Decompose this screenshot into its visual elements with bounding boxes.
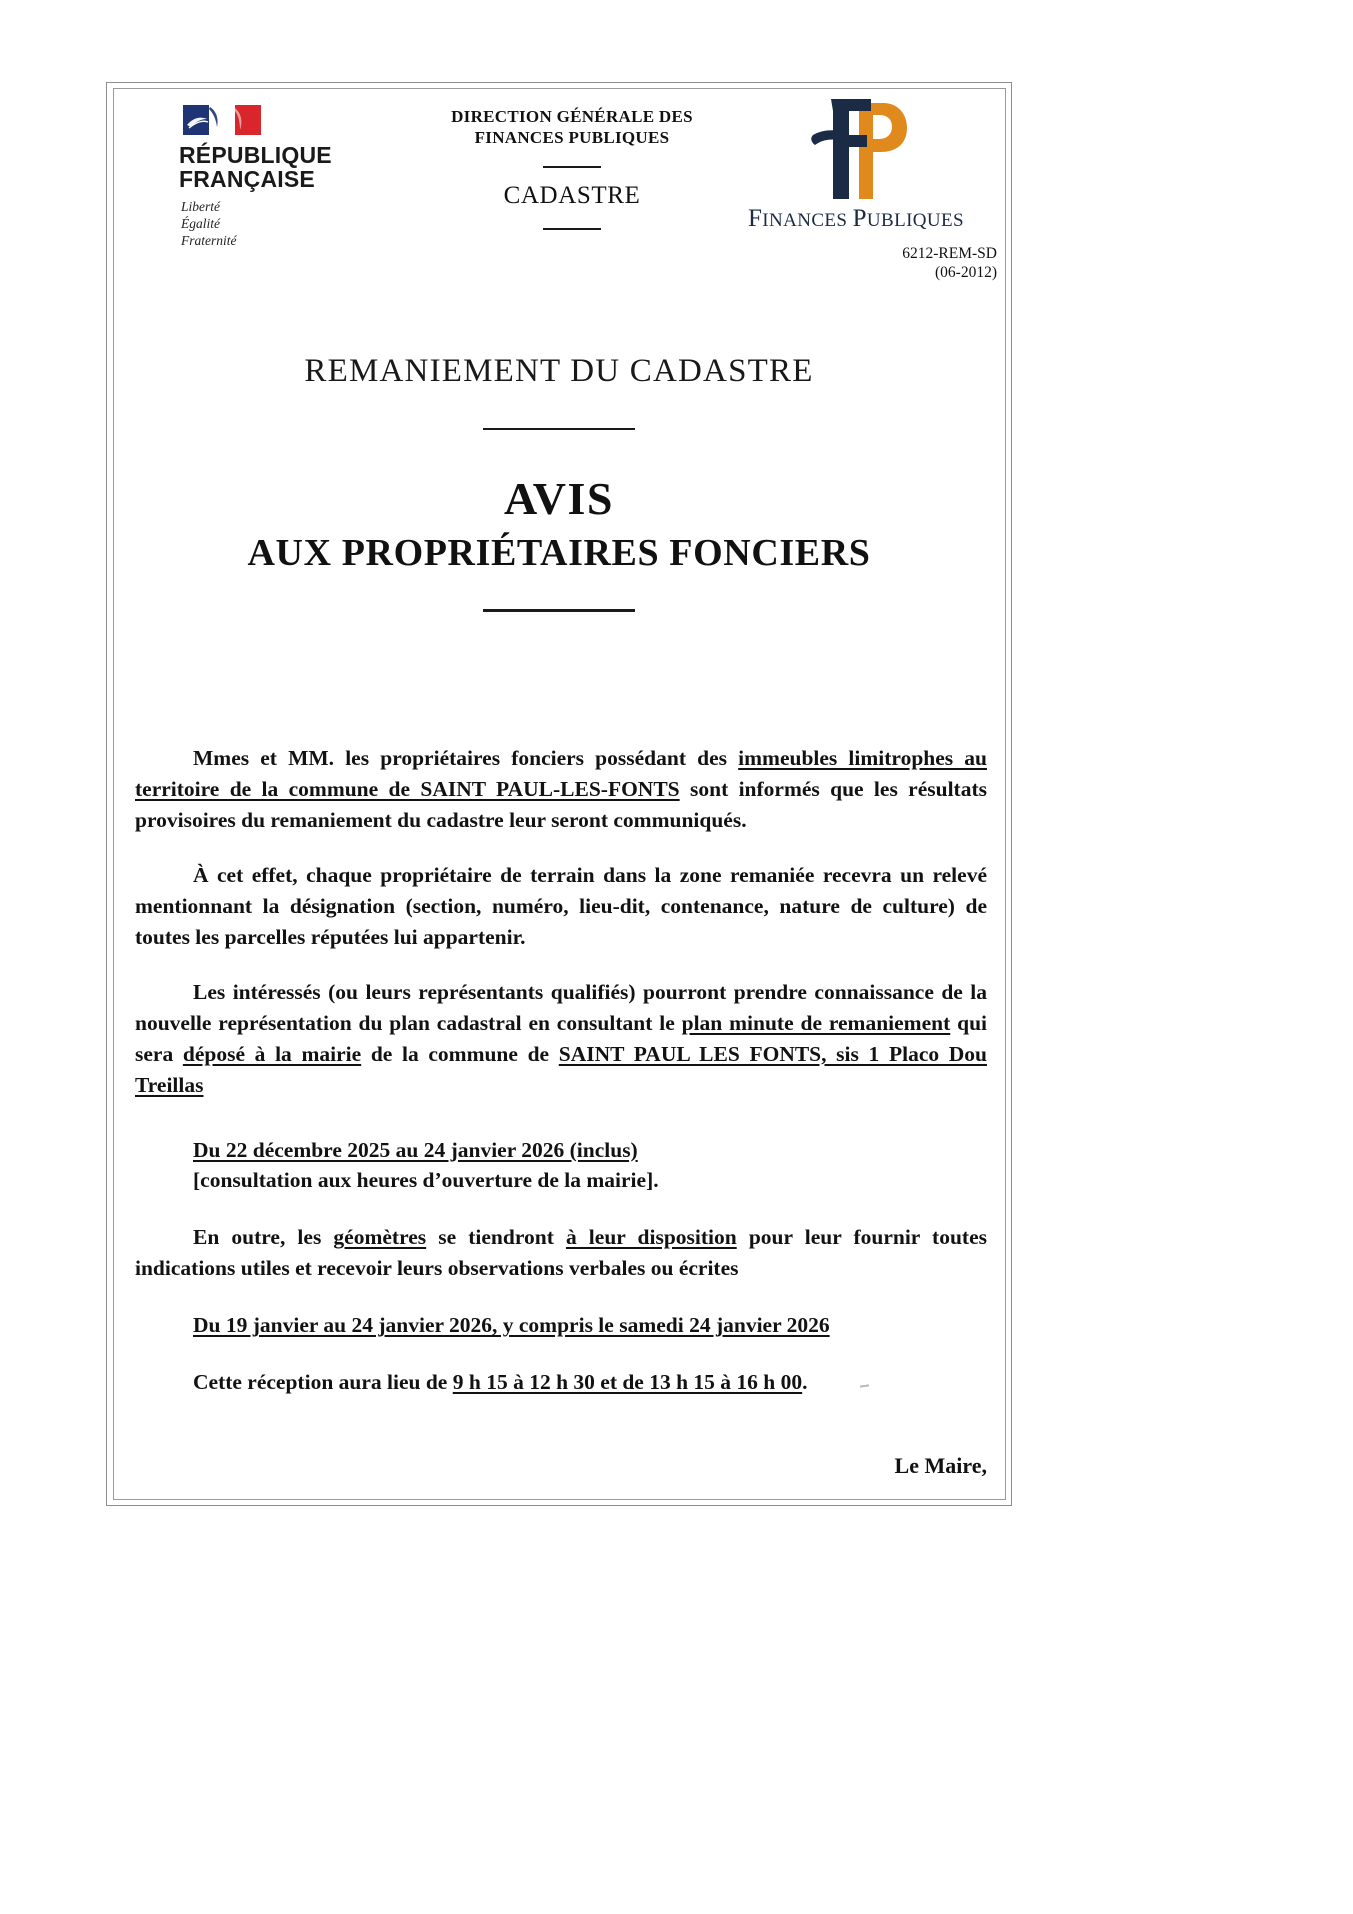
paragraph-statement-details: À cet effet, chaque propriétaire de terrain dans la zone remaniée recevra un relevé mentionnant la désignation (section, numéro, lieu-dit, contenance, nature de culture) de toutes les parcelles réputées lui appartenir. <box>135 862 987 949</box>
finances-publiques-block <box>711 95 1001 283</box>
p4-part-1: En outre, les <box>193 1225 334 1250</box>
finances-publiques-logo-icon <box>797 95 915 203</box>
rf-line-2: FRANÇAISE <box>179 166 315 193</box>
consultation-note: [consultation aux heures d’ouverture de la mairie]. <box>193 1168 659 1193</box>
spacer <box>135 1196 987 1222</box>
motto-liberte: Liberté <box>181 198 220 214</box>
reception-period <box>135 1310 987 1341</box>
motto-fraternite: Fraternité <box>181 233 237 249</box>
header-divider-top <box>543 166 601 168</box>
form-reference <box>711 245 1001 283</box>
paragraph-owners-notified <box>135 743 987 836</box>
french-flag-marianne-icon <box>183 105 261 135</box>
form-reference-date: (06-2012) <box>935 263 997 281</box>
administration-name <box>407 107 737 148</box>
notice-title: AVIS <box>504 473 614 524</box>
consultation-period <box>135 1135 987 1166</box>
reception-hours <box>135 1367 987 1398</box>
republique-francaise-block <box>179 105 409 250</box>
header-divider-bottom <box>543 228 601 230</box>
administration-line-1: DIRECTION GÉNÉRALE DES <box>451 107 693 126</box>
republique-francaise-title <box>179 143 409 192</box>
document-page <box>106 82 1012 1506</box>
notice-subtitle: AUX PROPRIÉTAIRES FONCIERS <box>247 532 871 574</box>
service-name: CADASTRE <box>503 182 641 210</box>
p1-lead: Mmes et MM. les propriétaires fonciers possédant des <box>193 746 739 770</box>
title-divider-1 <box>483 428 635 430</box>
motto-egalite: Égalité <box>181 216 220 232</box>
wordmark-inances: INANCES <box>762 210 853 231</box>
reception-period-dates: Du 19 janvier au 24 janvier 2026, y compris le samedi 24 janvier 2026 <box>193 1313 830 1338</box>
consultation-period-dates: Du 22 décembre 2025 au 24 janvier 2026 (inclus) <box>193 1137 638 1162</box>
p3-underlined-depose-mairie: déposé à la mairie <box>182 1041 362 1066</box>
document-header <box>107 83 1011 313</box>
signature-label: Le Maire, <box>894 1453 987 1478</box>
administration-line-2: FINANCES PUBLIQUES <box>474 127 670 147</box>
wordmark-p: P <box>852 205 867 232</box>
wordmark-f: F <box>747 205 763 232</box>
p3-underlined-plan-minute: plan minute de remaniement <box>681 1010 951 1035</box>
document-body <box>135 743 987 1398</box>
operation-title: REMANIEMENT DU CADASTRE <box>304 353 814 389</box>
reception-hours-lead: Cette réception aura lieu de <box>193 1370 453 1395</box>
finances-publiques-wordmark <box>711 205 1001 233</box>
spacer <box>135 1109 987 1135</box>
p4-underlined-disposition: à leur disposition <box>565 1225 737 1250</box>
paragraph-plan-consultation <box>135 977 987 1101</box>
reception-hours-underlined: 9 h 15 à 12 h 30 et de 13 h 15 à 16 h 00 <box>452 1370 803 1395</box>
p3-part-2: qui sera <box>135 1010 987 1066</box>
title-block <box>107 353 1011 612</box>
p1-tail: sont informés que les résultats provisoires du remaniement du cadastre leur seront communiqués. <box>135 776 987 832</box>
wordmark-ubliques: UBLIQUES <box>866 210 965 231</box>
rf-line-1: RÉPUBLIQUE <box>179 142 332 168</box>
p4-part-2: se tiendront <box>426 1225 566 1250</box>
p4-part-3: pour leur fournir toutes indications utiles et recevoir leurs observations verbales ou écrites <box>135 1225 987 1281</box>
republic-motto <box>181 198 409 250</box>
form-reference-code: 6212-REM-SD <box>902 245 997 262</box>
p3-part-1: Les intéressés (ou leurs représentants qualifiés) pourront prendre connaissance de la nouvelle représentation du plan cadastral en consultant le <box>135 979 987 1035</box>
p4-underlined-geometres: géomètres <box>333 1225 427 1250</box>
reception-hours-tail: . <box>802 1370 808 1395</box>
administration-block <box>407 107 737 230</box>
p1-underlined-commune: immeubles limitrophes au territoire de la commune de SAINT PAUL-LES-FONTS <box>135 746 988 801</box>
paragraph-surveyors <box>135 1222 987 1284</box>
p3-part-3: de la commune de <box>361 1041 559 1066</box>
title-divider-2 <box>483 609 635 612</box>
p3-underlined-address: SAINT PAUL LES FONTS, sis 1 Placo Dou Treillas <box>135 1041 988 1097</box>
